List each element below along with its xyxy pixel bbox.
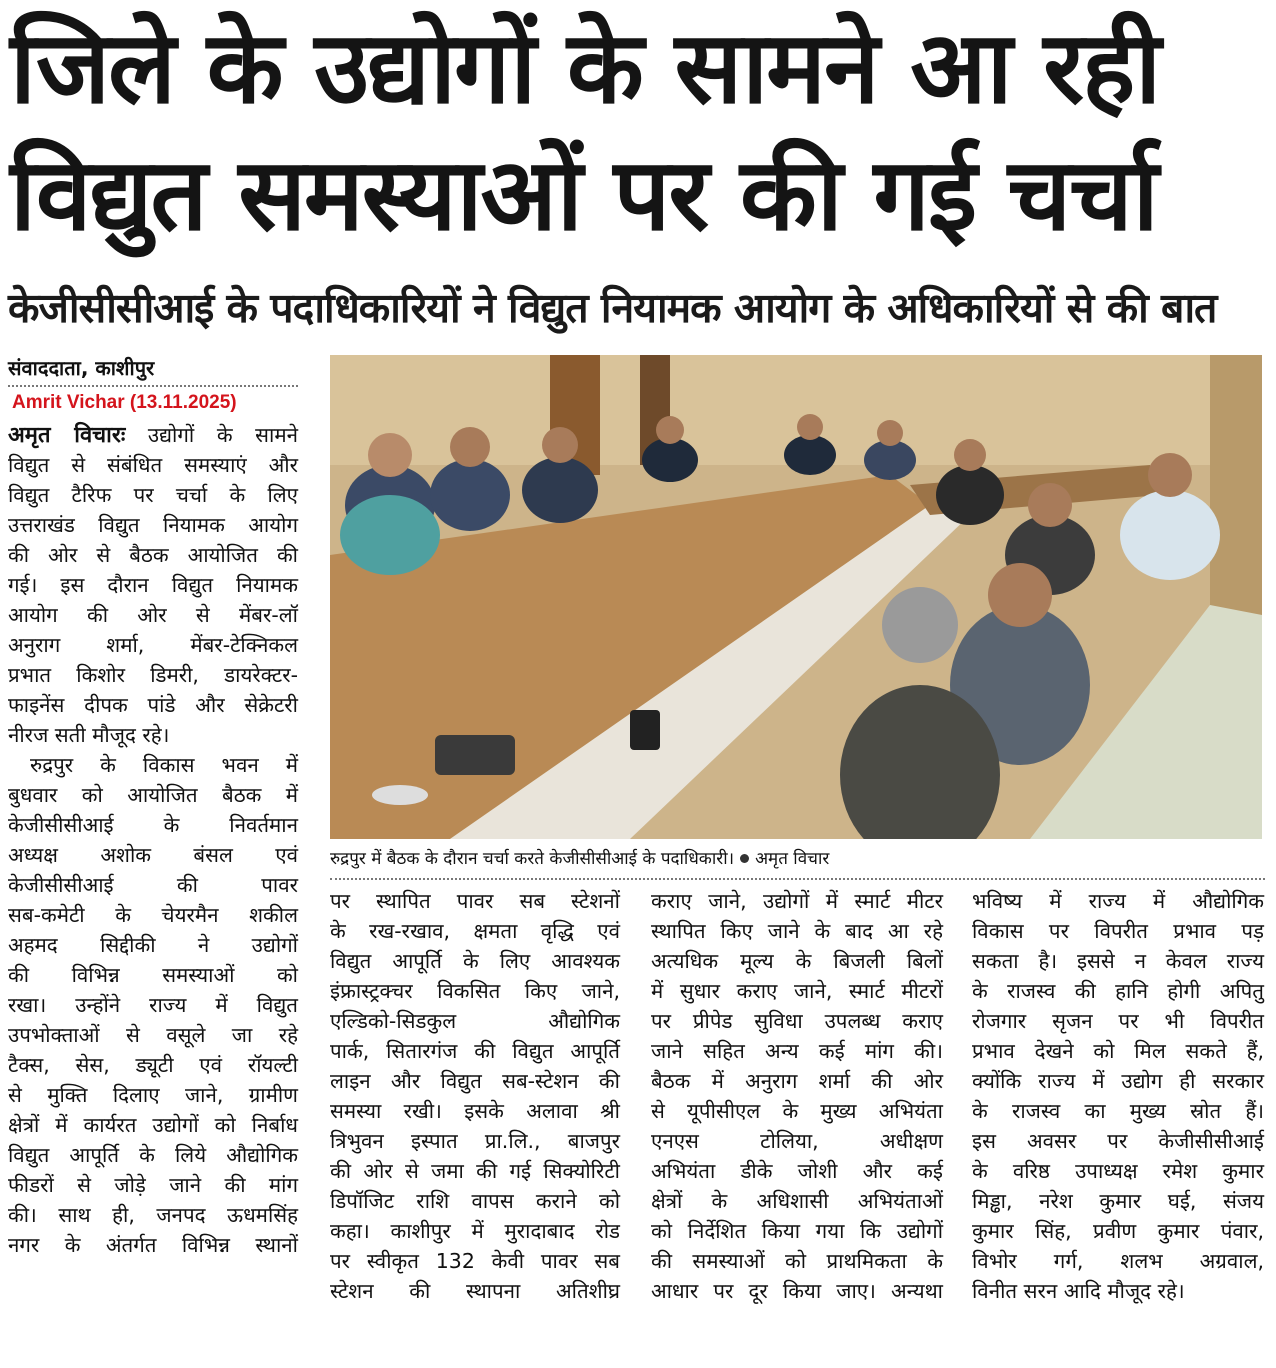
article-line: विद्युत टैरिफ पर चर्चा के लिए — [8, 483, 298, 507]
article-line: बैठक में अनुराग शर्मा की ओर — [651, 1069, 943, 1093]
article-line: कहा। काशीपुर में मुरादाबाद रोड — [330, 1219, 620, 1243]
article-line: आयोग की ओर से मेंबर-लॉ — [8, 603, 298, 627]
article-line: कुमार सिंह, प्रवीण कुमार पंवार, — [972, 1219, 1264, 1243]
article-line: विनीत सरन आदि मौजूद रहे। — [972, 1279, 1185, 1303]
article-line: अध्यक्ष अशोक बंसल एवं — [8, 843, 298, 867]
article-line: नीरज सती मौजूद रहे। — [8, 723, 170, 747]
divider — [330, 878, 1265, 880]
article-line: कराए जाने, उद्योगों में स्मार्ट मीटर — [651, 889, 943, 913]
article-line: एनएस टोलिया, अधीक्षण — [651, 1129, 943, 1153]
article-line: विद्युत आपूर्ति के लिए आवश्यक — [330, 949, 620, 973]
photo-credit: अमृत विचार — [755, 849, 830, 869]
byline: संवाददाता, काशीपुर — [8, 356, 155, 380]
article-line: लाइन और विद्युत सब-स्टेशन की — [330, 1069, 620, 1093]
headline-line-2: विद्युत समस्याओं पर की गई चर्चा — [10, 136, 1157, 253]
article-line: नगर के अंतर्गत विभिन्न स्थानों — [8, 1233, 298, 1257]
article-line: पर स्थापित पावर सब स्टेशनों — [330, 889, 620, 913]
article-line: पर प्रीपेड सुविधा उपलब्ध कराए — [651, 1009, 943, 1033]
article-line: फीडरों से जोड़े जाने की मांग — [8, 1173, 298, 1197]
article-column-3 — [651, 886, 943, 1306]
article-line: के राजस्व की हानि होगी अपितु — [972, 979, 1264, 1003]
article-line: प्रभात किशोर डिमरी, डायरेक्टर- — [8, 663, 298, 687]
article-line: क्योंकि राज्य में उद्योग ही सरकार — [972, 1069, 1264, 1093]
article-line: से यूपीसीएल के मुख्य अभियंता — [651, 1099, 943, 1123]
article-line: विभोर गर्ग, शलभ अग्रवाल, — [972, 1249, 1264, 1273]
article-line: की। साथ ही, जनपद ऊधमसिंह — [8, 1203, 298, 1227]
article-line: की ओर से बैठक आयोजित की — [8, 543, 298, 567]
article-line: क्षेत्रों के अधिशासी अभियंताओं — [651, 1189, 943, 1213]
subheadline: केजीसीसीआई के पदाधिकारियों ने विद्युत नियामक आयोग के अधिकारियों से की बात — [8, 284, 1217, 332]
article-line: क्षेत्रों में कार्यरत उद्योगों को निर्बाध — [8, 1113, 298, 1137]
article-line: जाने सहित अन्य कई मांग की। — [651, 1039, 943, 1063]
article-line: इंफ्रास्ट्रक्चर विकसित किए जाने, — [330, 979, 620, 1003]
article-line: प्रभाव देखने को मिल सकते हैं, — [972, 1039, 1264, 1063]
article-line: सब-कमेटी के चेयरमैन शकील — [8, 903, 298, 927]
article-line: केजीसीसीआई की पावर — [8, 873, 298, 897]
article-line: स्थापित किए जाने के बाद आ रहे — [651, 919, 943, 943]
article-line: मिड्ढा, नरेश कुमार घई, संजय — [972, 1189, 1264, 1213]
article-line: भविष्य में राज्य में औद्योगिक — [972, 889, 1264, 913]
article-line: आधार पर दूर किया जाए। अन्यथा — [651, 1279, 943, 1303]
article-line: की ओर से जमा की गई सिक्योरिटी — [330, 1159, 620, 1183]
bullet-icon — [740, 854, 749, 863]
article-line: विद्युत आपूर्ति के लिये औद्योगिक — [8, 1143, 298, 1167]
headline-line-1: जिले के उद्योगों के सामने आ रही — [10, 9, 1160, 126]
article-line: के राजस्व का मुख्य स्रोत हैं। — [972, 1099, 1264, 1123]
article-line: स्टेशन की स्थापना अतिशीघ्र — [330, 1279, 620, 1303]
article-line: फाइनेंस दीपक पांडे और सेक्रेटरी — [8, 693, 298, 717]
article-line: रखा। उन्होंने राज्य में विद्युत — [8, 993, 298, 1017]
article-line: अत्यधिक मूल्य के बिजली बिलों — [651, 949, 943, 973]
article-line: के रख-रखाव, क्षमता वृद्धि एवं — [330, 919, 620, 943]
article-line: अभियंता डीके जोशी और कई — [651, 1159, 943, 1183]
meeting-photo — [330, 355, 1262, 839]
article-line: को निर्देशित किया गया कि उद्योगों — [651, 1219, 943, 1243]
article-line: के वरिष्ठ उपाध्यक्ष रमेश कुमार — [972, 1159, 1264, 1183]
article-line: पर स्वीकृत 132 केवी पावर सब — [330, 1249, 620, 1273]
article-line: सकता है। इससे न केवल राज्य — [972, 949, 1264, 973]
article-line: समस्या रखी। इसके अलावा श्री — [330, 1099, 620, 1123]
article-line: त्रिभुवन इस्पात प्रा.लि., बाजपुर — [330, 1129, 620, 1153]
article-line-text: उद्योगों के सामने — [147, 423, 298, 447]
article-line: विद्युत से संबंधित समस्याएं और — [8, 453, 298, 477]
article-line: अनुराग शर्मा, मेंबर-टेक्निकल — [8, 633, 298, 657]
article-line: उपभोक्ताओं से वसूले जा रहे — [8, 1023, 298, 1047]
article-line: की विभिन्न समस्याओं को — [8, 963, 298, 987]
article-line: गई। इस दौरान विद्युत नियामक — [8, 573, 298, 597]
article-line: पार्क, सितारगंज की विद्युत आपूर्ति — [330, 1039, 620, 1063]
article-line: इस अवसर पर केजीसीसीआई — [972, 1129, 1264, 1153]
article-line: टैक्स, सेस, ड्यूटी एवं रॉयल्टी — [8, 1053, 298, 1077]
divider — [8, 385, 298, 387]
caption-text: रुद्रपुर में बैठक के दौरान चर्चा करते केजीसीसीआई के पदाधिकारी। — [330, 849, 735, 869]
article-line: से मुक्ति दिलाए जाने, ग्रामीण — [8, 1083, 298, 1107]
article-column-1 — [8, 420, 298, 1260]
article-column-2 — [330, 886, 620, 1306]
article-line: बुधवार को आयोजित बैठक में — [8, 783, 298, 807]
article-line: डिपॉजिट राशि वापस कराने को — [330, 1189, 620, 1213]
article-line: रोजगार सृजन पर भी विपरीत — [972, 1009, 1264, 1033]
article-line: एल्डिको-सिडकुल औद्योगिक — [330, 1009, 620, 1033]
article-line — [8, 420, 298, 450]
article-line: की समस्याओं को प्राथमिकता के — [651, 1249, 943, 1273]
article-line: रुद्रपुर के विकास भवन में — [30, 753, 298, 777]
article-line: अहमद सिद्दीकी ने उद्योगों — [8, 933, 298, 957]
article-line: विकास पर विपरीत प्रभाव पड़ — [972, 919, 1264, 943]
article-lead: अमृत विचारः — [8, 423, 126, 448]
photo-caption — [330, 846, 829, 869]
source-tag: Amrit Vichar (13.11.2025) — [12, 392, 237, 413]
article-line: उत्तराखंड विद्युत नियामक आयोग — [8, 513, 298, 537]
article-line: में सुधार कराए जाने, स्मार्ट मीटरों — [651, 979, 943, 1003]
article-column-4 — [972, 886, 1264, 1306]
article-line: केजीसीसीआई के निवर्तमान — [8, 813, 298, 837]
